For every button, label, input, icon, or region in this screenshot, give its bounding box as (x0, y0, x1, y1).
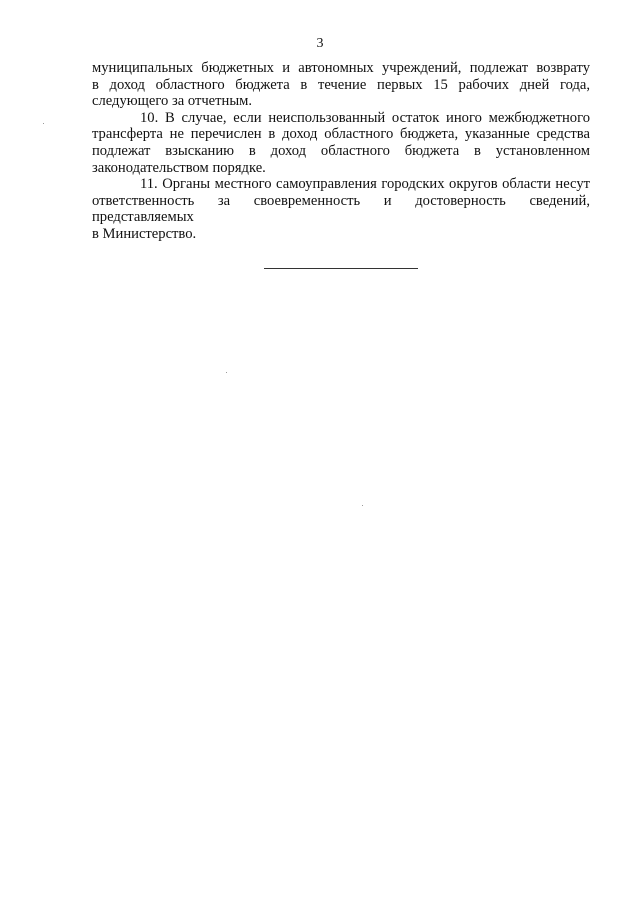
text-line: 11. Органы местного самоуправления городских округов области несут (140, 176, 590, 193)
text-line: следующего за отчетным. (92, 93, 253, 110)
text-line: подлежат взысканию в доход областного бюджета в установленном (92, 142, 590, 159)
scan-speck (362, 505, 363, 506)
paragraph-item-10 (92, 110, 590, 176)
text-line: в доход областного бюджета в течение первых 15 рабочих дней года, (92, 76, 590, 93)
page-number: 3 (316, 36, 324, 51)
scan-speck (226, 372, 227, 373)
paragraph-item-11 (92, 176, 590, 242)
text-line: законодательством порядке. (92, 159, 266, 176)
scan-speck (43, 123, 44, 124)
text-line: ответственность за своевременность и достоверность сведений, представляемых (92, 192, 590, 226)
document-body (92, 60, 590, 243)
text-line: муниципальных бюджетных и автономных учреждений, подлежат возврату (92, 60, 590, 76)
end-separator-line (264, 268, 418, 269)
paragraph-continuation (92, 60, 590, 110)
text-line: 10. В случае, если неиспользованный остаток иного межбюджетного (140, 109, 590, 126)
text-line: в Министерство. (92, 225, 197, 242)
text-line: трансферта не перечислен в доход областного бюджета, указанные средства (92, 126, 590, 143)
